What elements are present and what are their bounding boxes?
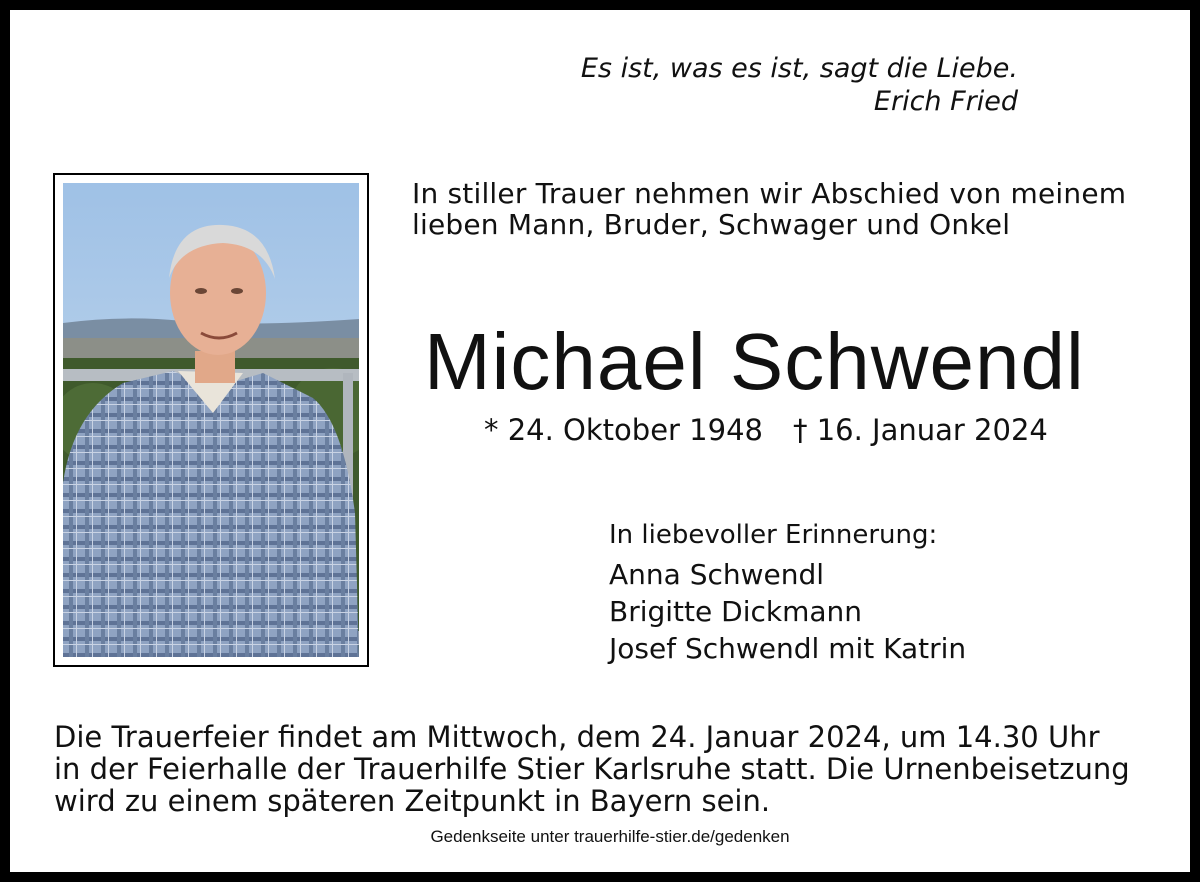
ceremony-line-1: Die Trauerfeier findet am Mittwoch, dem 24. Januar 2024, um 14.30 Uhr xyxy=(54,720,1100,754)
death-date: † 16. Januar 2024 xyxy=(792,413,1048,447)
mourner-name: Anna Schwendl xyxy=(609,558,825,591)
mourners-heading: In liebevoller Erinnerung: xyxy=(609,520,938,550)
intro-line-1: In stiller Trauer nehmen wir Abschied von meinem xyxy=(412,177,1127,210)
ceremony-line-3: wird zu einem späteren Zeitpunkt in Bayern sein. xyxy=(54,784,771,818)
portrait-photo xyxy=(63,183,359,657)
quote-text: Es ist, was es ist, sagt die Liebe. xyxy=(580,53,1018,84)
portrait-illustration xyxy=(63,183,359,657)
mourners-list xyxy=(609,556,966,667)
quote-author: Erich Fried xyxy=(873,86,1018,117)
ceremony-line-2: in der Feierhalle der Trauerhilfe Stier Karlsruhe statt. Die Urnenbeisetzung xyxy=(54,752,1130,786)
life-dates xyxy=(484,412,1048,448)
mourner-name: Brigitte Dickmann xyxy=(609,595,863,628)
birth-date: * 24. Oktober 1948 xyxy=(484,413,763,447)
memorial-page-link: Gedenkseite unter trauerhilfe-stier.de/gedenken xyxy=(430,827,790,846)
ceremony-info xyxy=(54,721,1130,817)
intro-text xyxy=(412,178,1126,240)
deceased-name: Michael Schwendl xyxy=(424,317,1085,406)
intro-line-2: lieben Mann, Bruder, Schwager und Onkel xyxy=(412,208,1011,241)
mourner-name: Josef Schwendl mit Katrin xyxy=(609,632,967,665)
epigraph-quote xyxy=(581,52,1018,118)
portrait-photo-frame xyxy=(53,173,369,667)
